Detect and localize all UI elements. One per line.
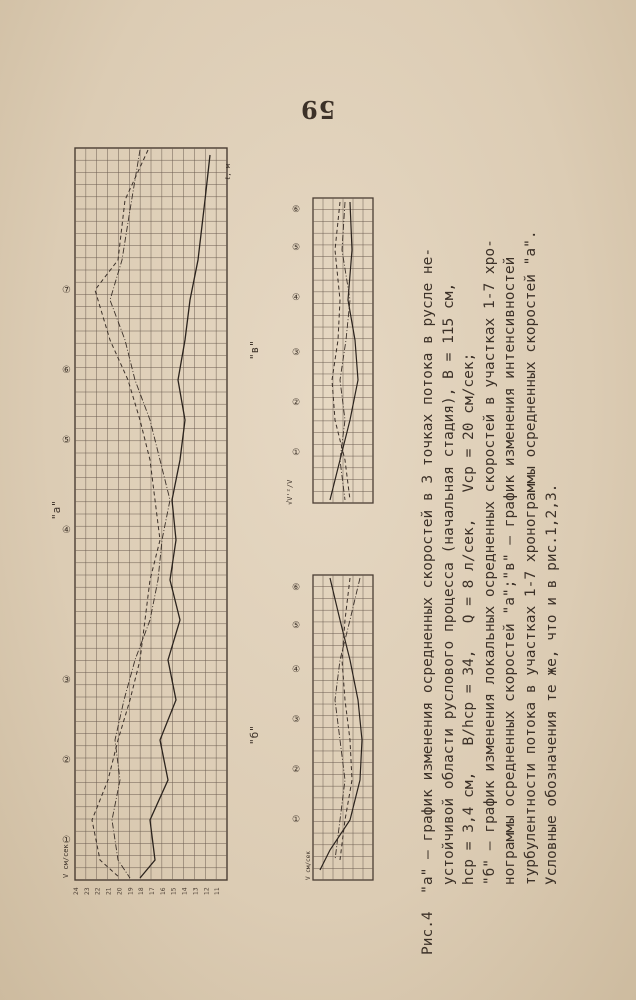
caption-line: турбулентности потока в участках 1-7 хронограммы осредненных скоростей "а". [522,230,539,955]
chart-b-mark-4: ④ [292,665,301,675]
axis-tick-label: 19 [127,887,135,895]
caption-line: hср = 3,4 см, B/hср = 34, Q = 8 л/сек, Vср = 20 см/сек; [461,352,478,955]
velocity-curve-solid [140,155,210,878]
section-mark-5: ⑤ [62,435,71,446]
axis-tick-label: 15 [170,887,178,895]
section-mark-3: ③ [62,675,71,686]
chart-v-mark-4: ④ [292,293,301,303]
section-mark-6: ⑥ [62,365,71,376]
axis-tick-label: 17 [149,887,156,895]
chart-v-mark-6: ⑥ [292,205,301,215]
axis-tick-label: 21 [105,887,113,895]
axis-tick-label: 23 [83,887,91,895]
section-mark-2: ② [62,755,71,766]
chart-a [62,148,232,895]
axis-tick-label: 14 [181,887,189,895]
chart-b-mark-3: ③ [292,715,301,725]
axis-tick-label: 16 [159,887,167,895]
chart-v-mark-5: ⑤ [292,243,301,253]
section-mark-1: ① [62,835,71,846]
axis-tick-label: 18 [138,887,146,895]
x-axis-label: ℓ, м [224,164,232,180]
chart-b-mark-5: ⑤ [292,621,301,631]
caption-line: нограммы осредненных скоростей "а";"в" – график изменения интенсивностей [502,256,519,955]
axis-tick-label: 11 [214,887,222,895]
chart-b-mark-2: ② [292,765,301,775]
axis-v-label-v: √V'²/V [286,479,294,505]
caption-line: Условные обозначения те же, что и в рис.1,2,3. [543,483,560,955]
caption-line: "б" – график изменения локальных осредненных скоростей в участках 1-7 хро- [481,239,498,955]
axis-tick-label: 20 [116,887,124,895]
axis-tick-label: 12 [203,887,211,895]
section-mark-4: ④ [62,525,71,536]
axis-tick-label: 22 [94,887,102,895]
chart-b-mark-6: ⑥ [292,583,301,593]
chart-b-mark-1: ① [292,815,301,825]
caption-line: устойчивой области руслового процесса (начальная стадия), B = 115 см, [440,282,457,955]
chart-b [305,575,373,880]
panel-v-label: "в" [248,340,261,360]
axis-tick-label: 24 [73,887,80,895]
axis-tick-label: 13 [192,887,200,895]
caption-line: Рис.4 "а" – график изменения осредненных скоростей в 3 точках потока в русле не- [420,247,436,955]
page-number: 59 [300,95,336,124]
figure-caption [418,135,562,955]
panel-a-label: "a" [50,500,63,520]
chart-v-mark-1: ① [292,448,301,458]
axis-v-label-a: V см/сек [62,844,70,878]
chart-v-mark-3: ③ [292,348,301,358]
panel-b-label: "б" [248,725,261,745]
axis-v-label-b: V см/сек [305,851,312,880]
chart-v-mark-2: ② [292,398,301,408]
section-mark-7: ⑦ [62,285,71,296]
